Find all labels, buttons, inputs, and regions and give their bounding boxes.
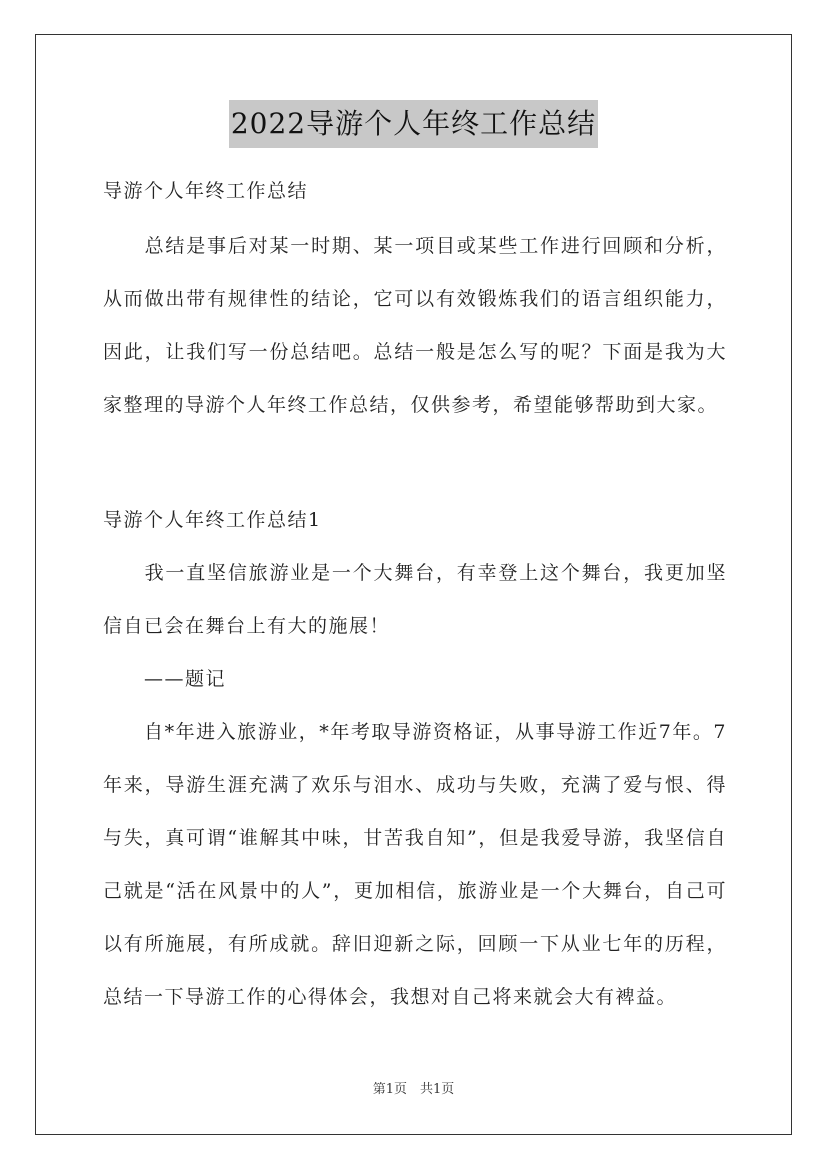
document-title: 2022导游个人年终工作总结 — [229, 100, 598, 148]
intro-paragraph: 总结是事后对某一时期、某一项目或某些工作进行回顾和分析，从而做出带有规律性的结论，它可以有效锻炼我们的语言组织能力，因此，让我们写一份总结吧。总结一般是怎么写的呢？下面是我为大家整理的导游个人年终工作总结，仅供参考，希望能够帮助到大家。 — [103, 235, 727, 416]
section1-heading: 导游个人年终工作总结1 — [103, 509, 322, 531]
section1-paragraph-1: 我一直坚信旅游业是一个大舞台，有幸登上这个舞台，我更加坚信自已会在舞台上有大的施展！ — [103, 562, 727, 637]
section1-paragraph-2: 自*年进入旅游业，*年考取导游资格证，从事导游工作近7年。7年来，导游生涯充满了欢乐与泪水、成功与失败，充满了爱与恨、得与失，真可谓“谁解其中味，甘苦我自知”，但是我爱导游，我坚信自己就是“活在风景中的人”，更加相信，旅游业是一个大舞台，自己可以有所施展，有所成就。辞旧迎新之际，回顾一下从业七年的历程，总结一下导游工作的心得体会，我想对自己将来就会大有裨益。 — [103, 721, 727, 1008]
subtitle: 导游个人年终工作总结 — [103, 180, 309, 202]
page-footer: 第1页 共1页 — [372, 1082, 455, 1097]
section1-epigraph: ——题记 — [103, 668, 227, 690]
document-title-wrap — [0, 100, 827, 148]
